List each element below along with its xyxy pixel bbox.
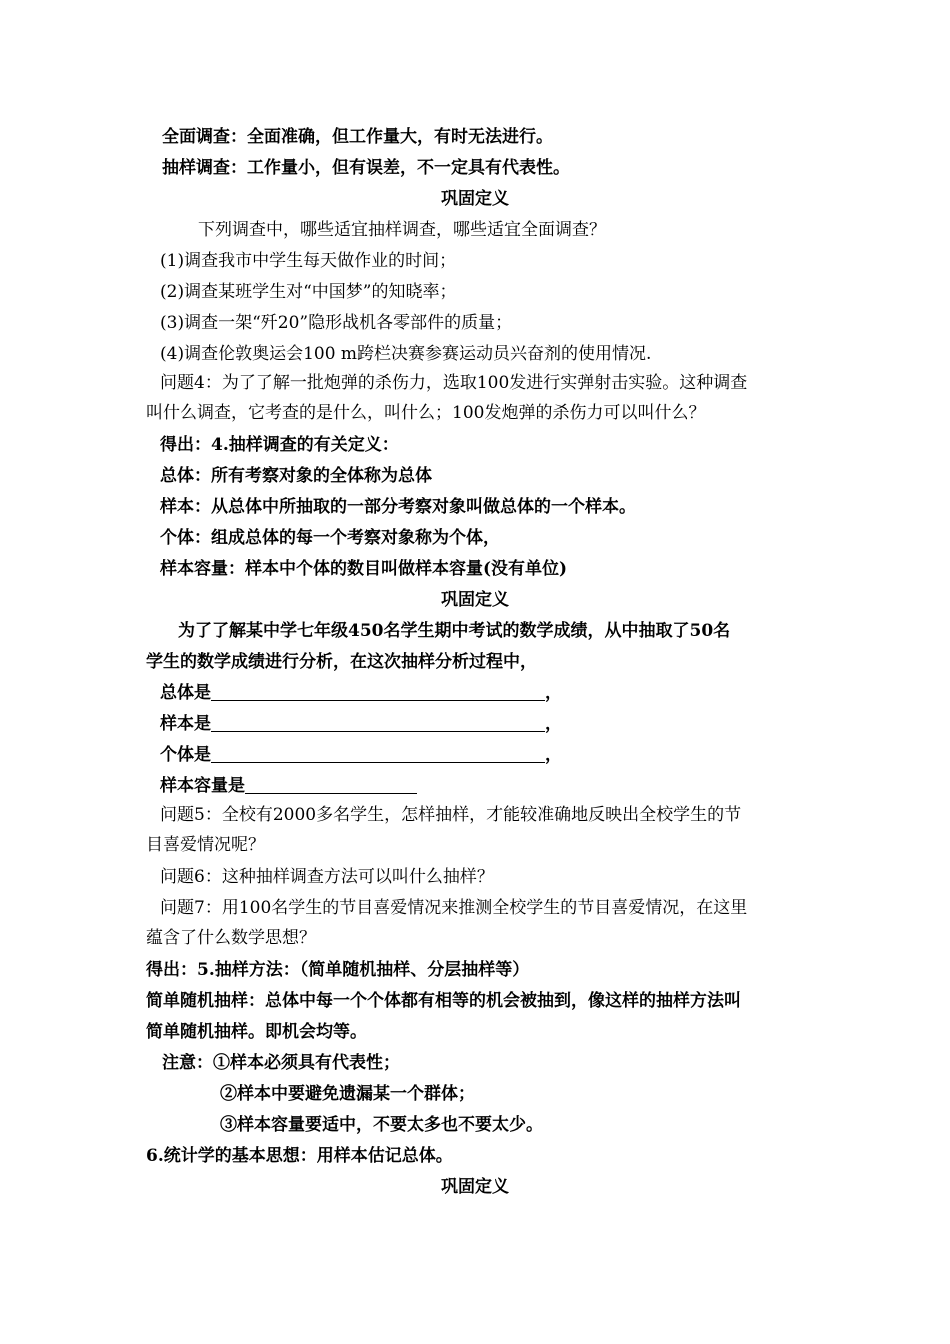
question-text: 问题4：为了了解一批炮弹的杀伤力，选取100发进行实弹射击实验。这种调查 [160,373,748,393]
answer-blank[interactable] [245,773,417,794]
fill-in-label: 总体是 [160,683,211,703]
definition-line: 简单随机抽样：总体中每一个个体都有相等的机会被抽到，像这样的抽样方法叫 [146,991,741,1011]
definition-line: 样本：从总体中所抽取的一部分考察对象叫做总体的一个样本。 [160,497,636,517]
fill-in-label: 个体是 [160,745,211,765]
text-line: 下列调查中，哪些适宜抽样调查，哪些适宜全面调查？ [198,220,606,240]
list-item: (1)调查我市中学生每天做作业的时间； [160,251,457,271]
fill-in-label: 样本容量是 [160,776,245,796]
section-heading: 巩固定义 [441,590,509,610]
definition-line: 样本容量：样本中个体的数目叫做样本容量(没有单位) [160,559,568,579]
question-text: 叫什么调查，它考查的是什么，叫什么；100发炮弹的杀伤力可以叫什么？ [146,403,706,423]
text-line: 学生的数学成绩进行分析，在这次抽样分析过程中， [146,652,537,672]
definition-line: 个体：组成总体的每一个考察对象称为个体， [160,528,500,548]
note-line: 注意：①样本必须具有代表性； [162,1053,400,1073]
definition-line: 总体：所有考察对象的全体称为总体 [160,466,432,486]
fill-in-line [160,740,830,770]
section-heading: 巩固定义 [441,1177,509,1197]
text-line: 得出：4.抽样调查的有关定义： [160,435,399,455]
punctuation: ， [545,683,562,703]
list-item: (2)调查某班学生对“中国梦”的知晓率； [160,282,457,302]
punctuation: ， [545,745,562,765]
text-line: 6.统计学的基本思想：用样本估记总体。 [146,1146,453,1166]
answer-blank[interactable] [211,711,545,732]
definition-line: 简单随机抽样。即机会均等。 [146,1022,367,1042]
text-line: 抽样调查：工作量小，但有误差，不一定具有代表性。 [162,158,570,178]
fill-in-line [160,709,830,739]
note-line: ③样本容量要适中，不要太多也不要太少。 [220,1115,543,1135]
text-line: 得出：5.抽样方法：（简单随机抽样、分层抽样等） [146,960,530,980]
question-text: 目喜爱情况呢？ [146,835,265,855]
question-text: 问题7：用100名学生的节目喜爱情况来推测全校学生的节目喜爱情况，在这里 [160,898,748,918]
question-text: 问题6：这种抽样调查方法可以叫什么抽样？ [160,867,494,887]
question-text: 问题5：全校有2000多名学生，怎样抽样，才能较准确地反映出全校学生的节 [160,805,742,825]
text-line: 为了了解某中学七年级450名学生期中考试的数学成绩，从中抽取了50名 [178,621,731,641]
fill-in-label: 样本是 [160,714,211,734]
list-item: (3)调查一架“歼20”隐形战机各零部件的质量； [160,313,513,333]
punctuation: ， [545,714,562,734]
fill-in-line [160,678,830,708]
answer-blank[interactable] [211,680,545,701]
answer-blank[interactable] [211,742,545,763]
note-line: ②样本中要避免遗漏某一个群体； [220,1084,475,1104]
text-line: 全面调查：全面准确，但工作量大，有时无法进行。 [162,127,553,147]
list-item: (4)调查伦敦奥运会100 m跨栏决赛参赛运动员兴奋剂的使用情况. [160,344,652,364]
question-text: 蕴含了什么数学思想？ [146,928,316,948]
section-heading: 巩固定义 [441,189,509,209]
fill-in-line [160,771,830,801]
